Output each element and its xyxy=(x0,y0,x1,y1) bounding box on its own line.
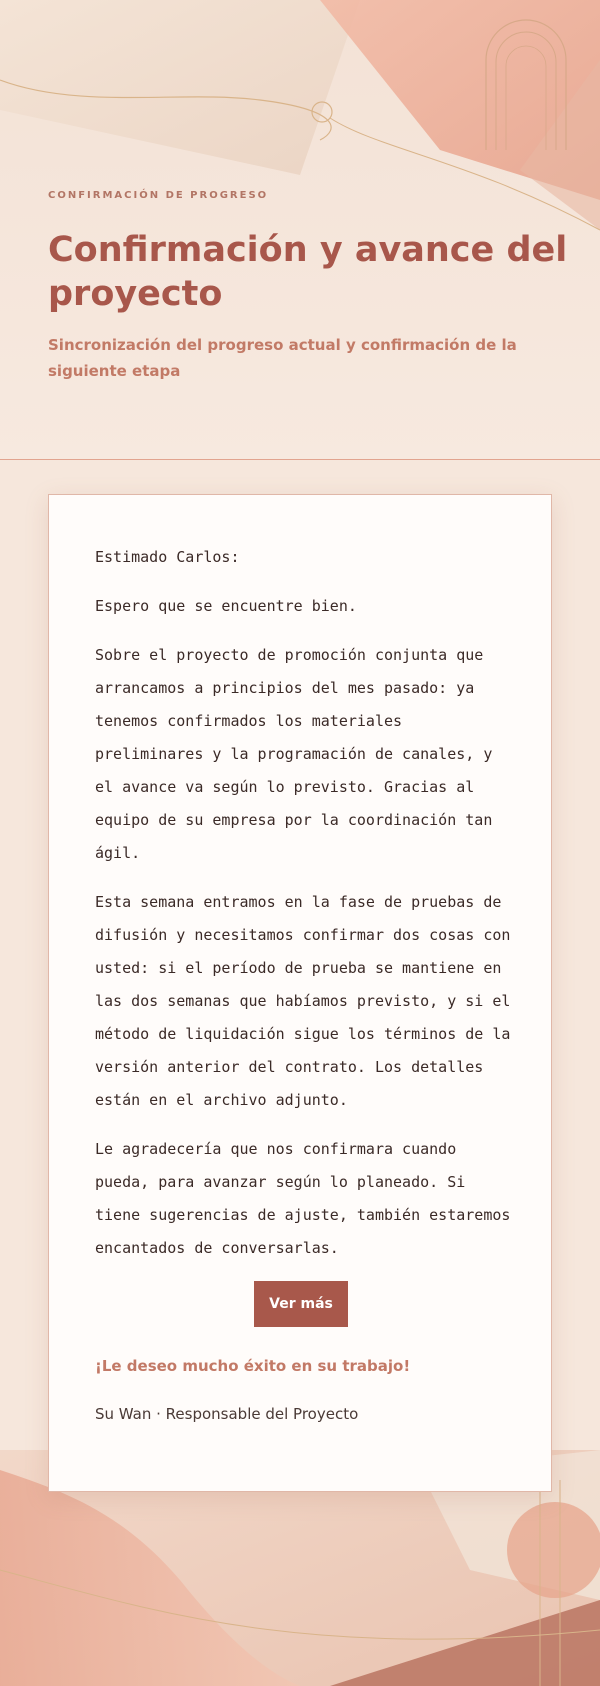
letter-paragraph: Le agradecería que nos confirmara cuando pueda, para avanzar según lo planeado. Si tiene sugerencias de ajuste, también estaremos encantados de conversarlas. xyxy=(95,1140,511,1257)
eyebrow-label: CONFIRMACIÓN DE PROGRESO xyxy=(48,190,269,201)
farewell-text: ¡Le deseo mucho éxito en su trabajo! xyxy=(95,1357,411,1375)
signature-text: Su Wan · Responsable del Proyecto xyxy=(95,1405,359,1423)
letter-body xyxy=(95,541,515,1281)
letter-paragraph: Esta semana entramos en la fase de pruebas de difusión y necesitamos confirmar dos cosas con usted: si el período de prueba se mantiene en las dos semanas que habíamos previsto, y si el método de liquidación sigue los términos de la versión anterior del contrato. Los detalles están en el archivo adjunto. xyxy=(95,893,511,1109)
letter-card xyxy=(48,494,552,1492)
letter-greeting: Estimado Carlos: xyxy=(95,548,240,566)
cta-container xyxy=(49,1281,553,1327)
page-subtitle: Sincronización del progreso actual y confirmación de la siguiente etapa xyxy=(48,336,517,380)
letter-paragraph: Espero que se encuentre bien. xyxy=(95,597,357,615)
section-divider xyxy=(0,459,600,460)
letter-paragraph: Sobre el proyecto de promoción conjunta que arrancamos a principios del mes pasado: ya tenemos confirmados los materiales preliminares y la programación de canales, y el avance va según lo previsto. Gracias al equipo de su empresa por la coordinación tan ágil. xyxy=(95,646,493,862)
hero-section xyxy=(0,0,600,460)
ver-mas-button[interactable]: Ver más xyxy=(254,1281,348,1327)
page-title: Confirmación y avance del proyecto xyxy=(48,230,568,314)
